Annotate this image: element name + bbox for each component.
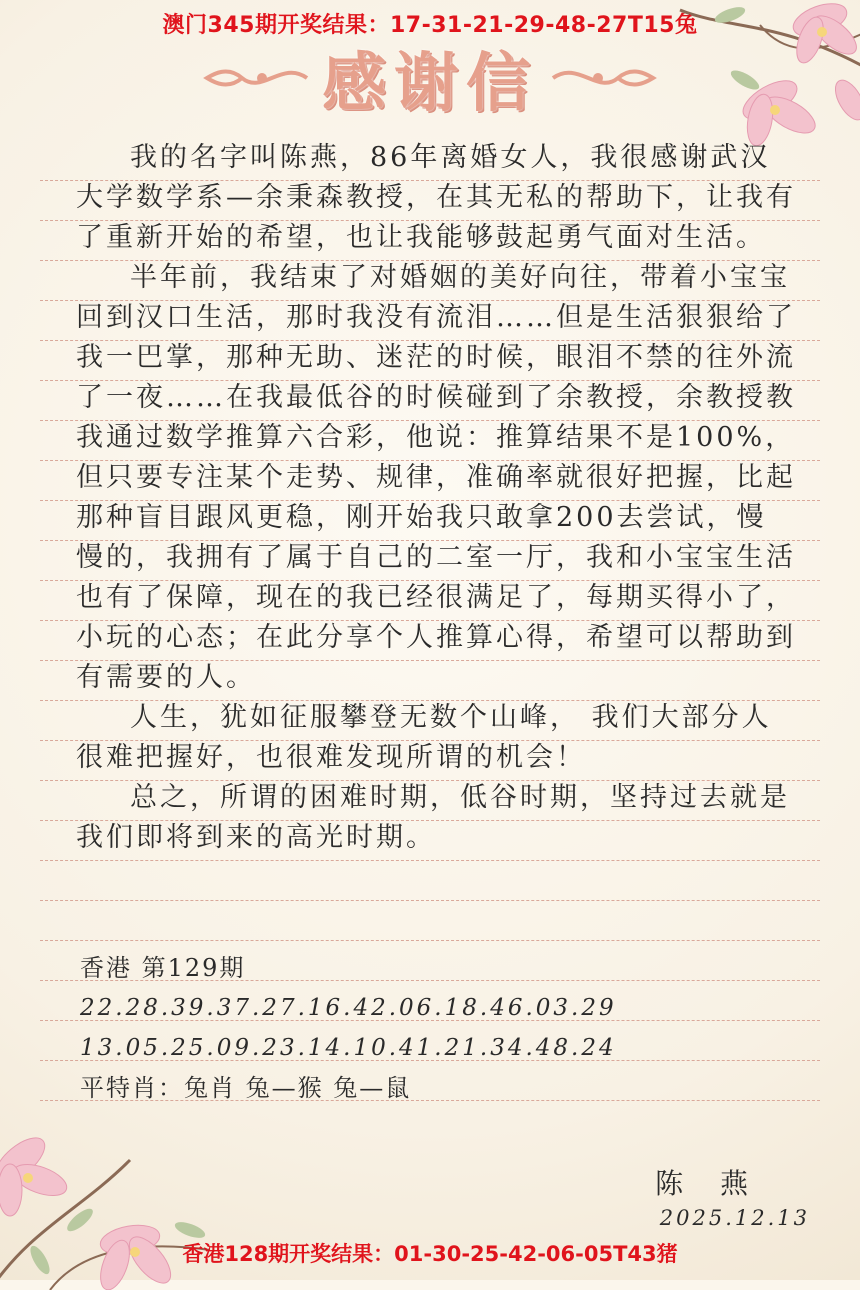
lottery-heading: 香港 第129期 <box>80 954 246 982</box>
macau-result-banner: 澳门345期开奖结果：17-31-21-29-48-27T15兔 <box>162 13 698 38</box>
lottery-section <box>80 948 800 1108</box>
letter-paragraph: 我的名字叫陈燕，86年离婚女人，我很感谢武汉大学数学系—余秉森教授，在其无私的帮助下，让我有了重新开始的希望，也让我能够鼓起勇气面对生活。 <box>76 142 796 253</box>
hongkong-result-banner: 香港128期开奖结果：01-30-25-42-06-05T43猪 <box>182 1242 678 1266</box>
letter-title: 感谢信 <box>322 47 538 121</box>
ruled-line <box>40 860 820 861</box>
lottery-numbers: 22.28.39.37.27.16.42.06.18.46.03.29 <box>80 995 617 1021</box>
letter-body <box>76 138 796 858</box>
letter-paragraph: 半年前，我结束了对婚姻的美好向往，带着小宝宝回到汉口生活，那时我没有流泪……但是生活狠狠给了我一巴掌，那种无助、迷茫的时候，眼泪不禁的往外流了一夜……在我最低谷的时候碰到了余教授，余教授教我通过数学推算六合彩，他说：推算结果不是100%，但只要专注某个走势、规律，准确率就很好把握，比起那种盲目跟风更稳，刚开始我只敢拿200去尝试，慢慢的，我拥有了属于自己的二室一厅，我和小宝宝生活也有了保障，现在的我已经很满足了，每期买得小了，小玩的心态；在此分享个人推算心得，希望可以帮助到有需要的人。 <box>76 262 796 693</box>
zodiac-line: 平特肖：兔肖 兔—猴 兔—鼠 <box>80 1074 412 1102</box>
ruled-line <box>40 900 820 901</box>
signature-name: 陈 燕 <box>655 1167 762 1200</box>
title-row <box>0 38 860 121</box>
lottery-numbers: 13.05.25.09.23.14.10.41.21.34.48.24 <box>80 1035 617 1061</box>
letter-paragraph: 人生，犹如征服攀登无数个山峰， 我们大部分人很难把握好，也很难发现所谓的机会！ <box>76 702 772 773</box>
letter-paragraph: 总之，所谓的困难时期，低谷时期，坚持过去就是我们即将到来的高光时期。 <box>76 782 790 853</box>
left-flourish-icon <box>202 55 312 101</box>
right-flourish-icon <box>548 55 658 101</box>
ruled-line <box>40 940 820 941</box>
signature-date: 2025.12.13 <box>659 1206 810 1230</box>
